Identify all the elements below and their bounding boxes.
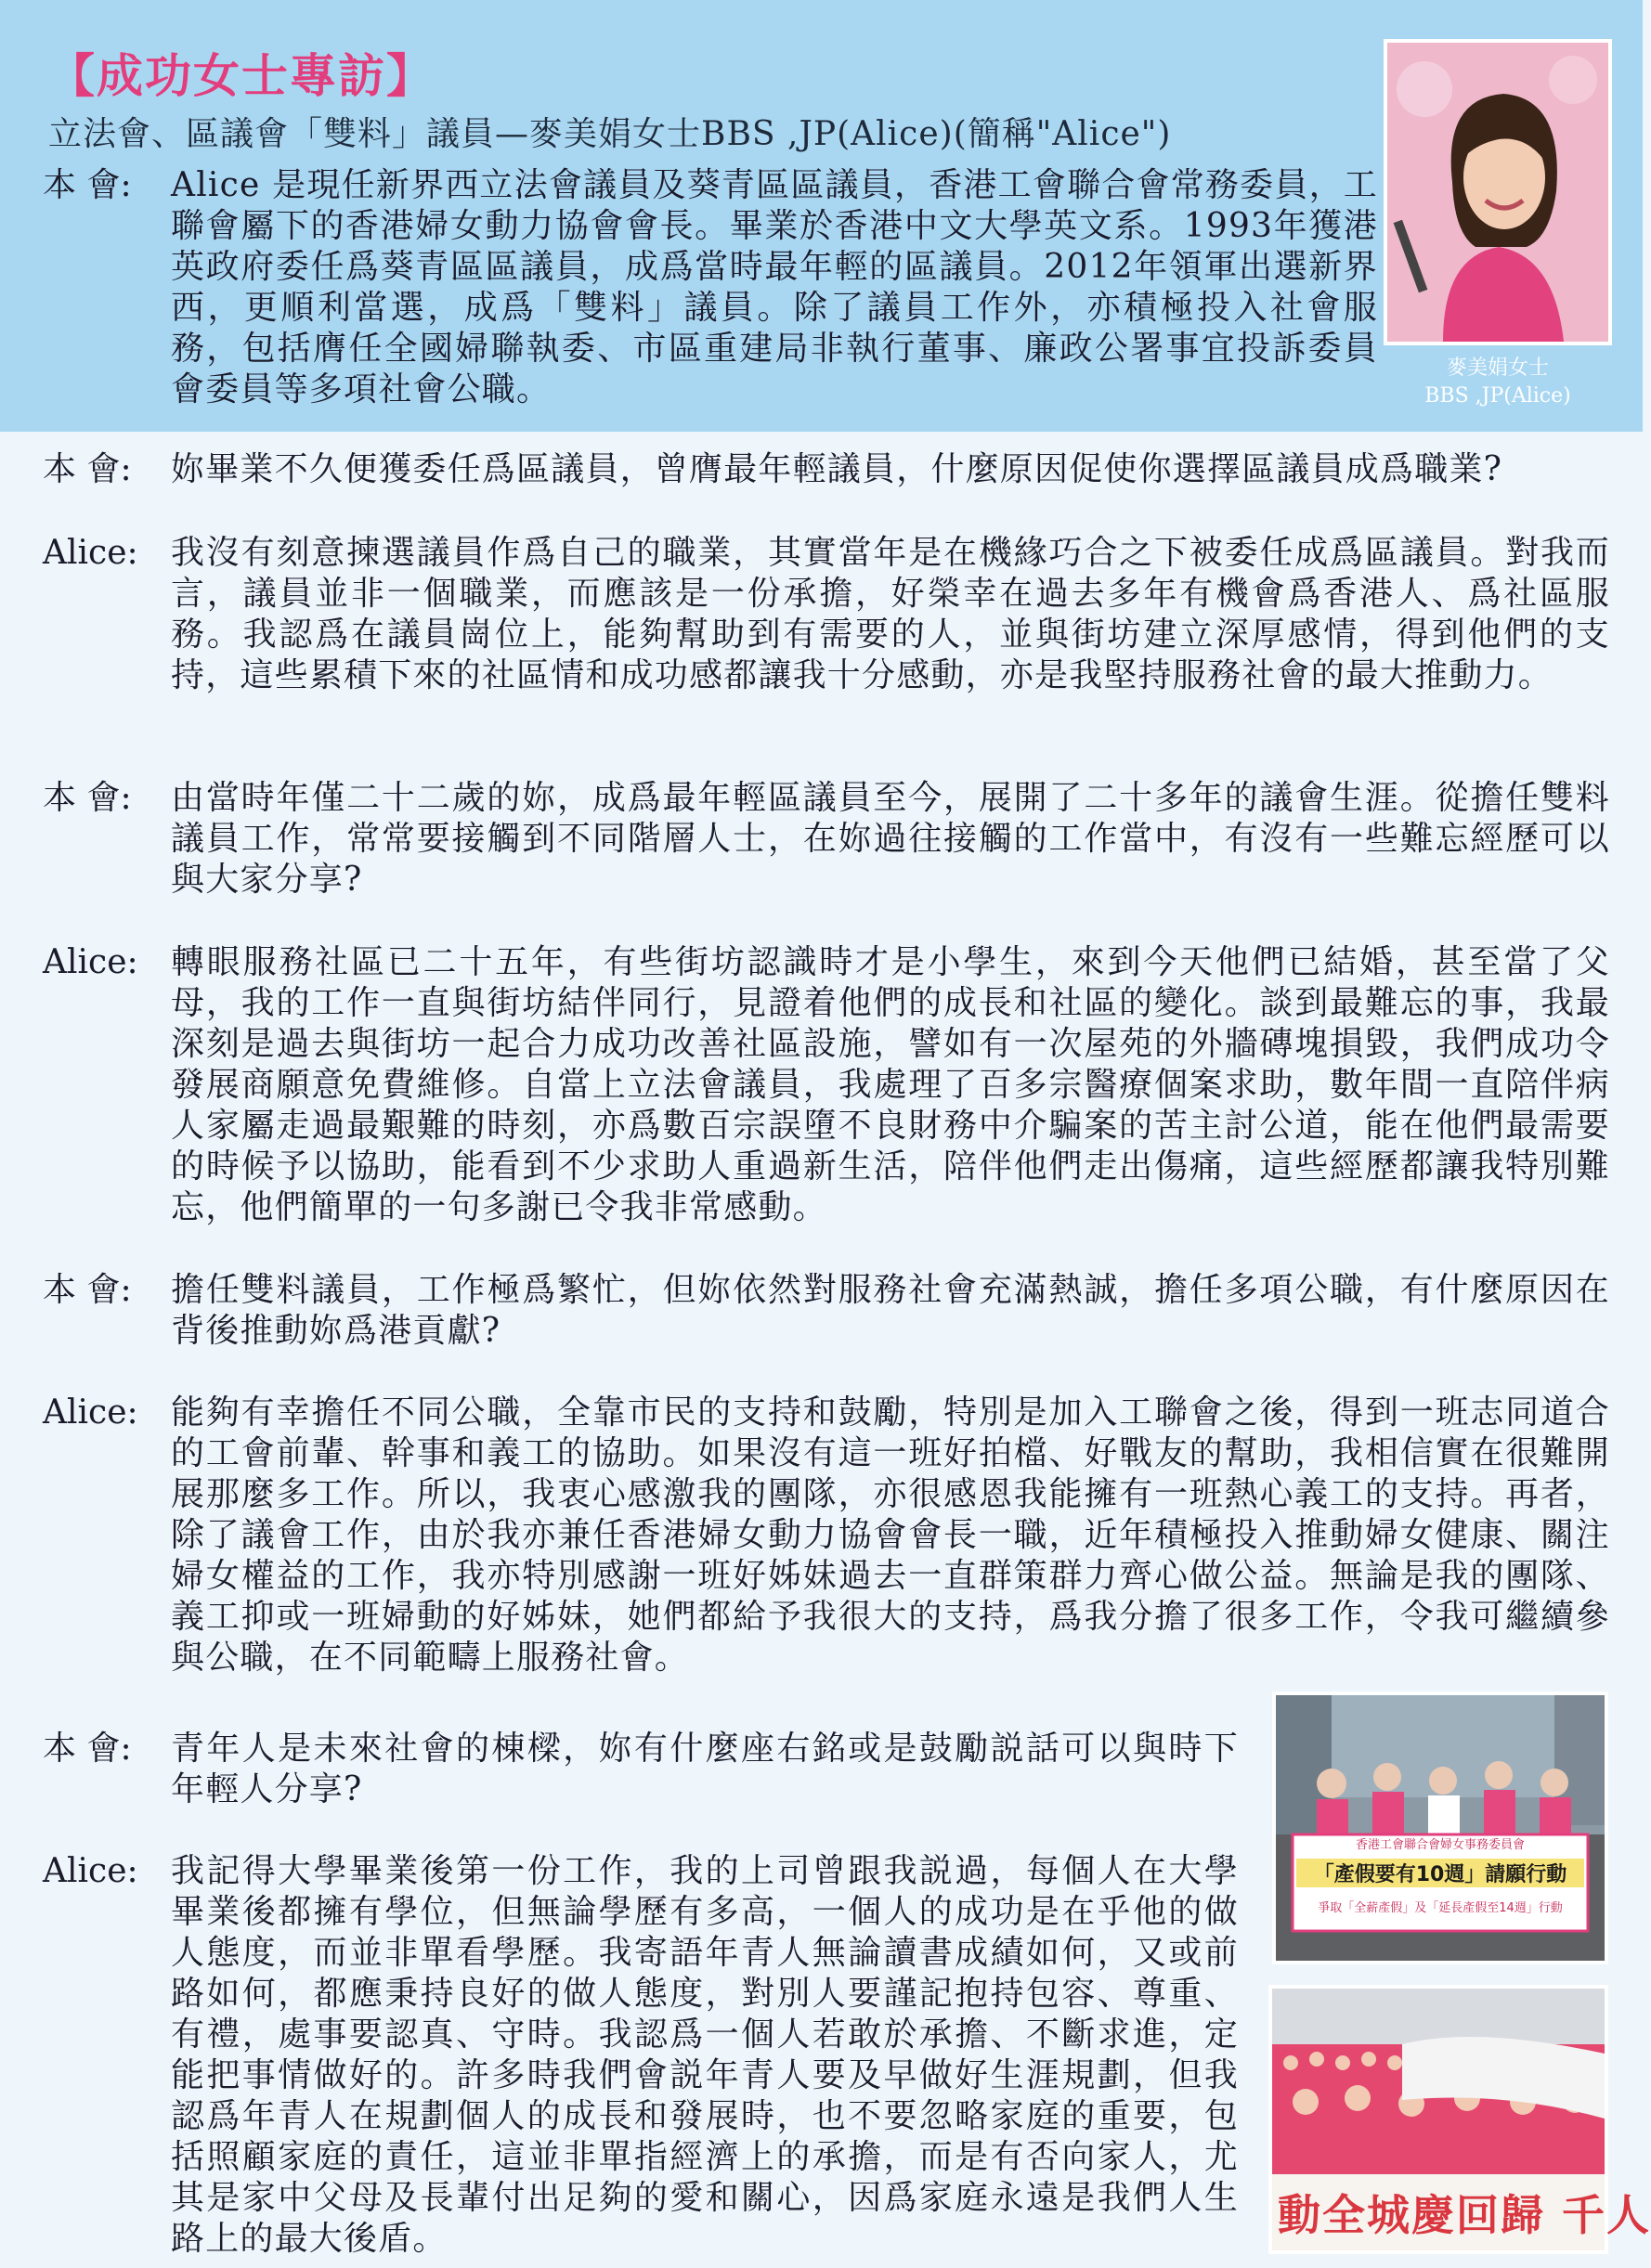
qa-answer-1 [43, 533, 1612, 696]
speaker-label: Alice: [43, 1393, 138, 1432]
protest-scene [1276, 1695, 1605, 1961]
qa-question-3 [43, 1270, 1612, 1352]
answer-text: 能夠有幸擔任不同公職，全靠市民的支持和鼓勵，特別是加入工聯會之後，得到一班志同道合的工會前輩、幹事和義工的協助。如果沒有這一班好拍檔、好戰友的幫助，我相信實在很難開展那麼多工作。所以，我衷心感激我的團隊，亦很感恩我能擁有一班熱心義工的支持。再者，除了議會工作，由於我亦兼任香港婦女動力協會會長一職，近年積極投入推動婦女健康、關注婦女權益的工作，我亦特別感謝一班好姊妹過去一直群策群力齊心做公益。無論是我的團隊、義工抑或一班婦動的好姊妹，她們都給予我很大的支持，爲我分擔了很多工作，令我可繼續參與公職，在不同範疇上服務社會。 [171, 1393, 1610, 1677]
portrait-caption-title: BBS ,JP(Alice) [1424, 384, 1571, 408]
portrait-caption [1384, 355, 1612, 410]
qa-question-4 [43, 1729, 1241, 1810]
question-text: 擔任雙料議員，工作極爲繁忙，但妳依然對服務社會充滿熱誠，擔任多項公職，有什麼原因在背後推動妳爲港貢獻? [171, 1271, 1610, 1350]
question-text: 青年人是未來社會的棟樑，妳有什麼座右銘或是鼓勵説話可以與時下年輕人分享? [171, 1730, 1239, 1808]
portrait-caption-name: 麥美娟女士 [1446, 356, 1549, 380]
speaker-label: 本 會: [43, 779, 132, 817]
page-title: 【成功女士專訪】 [48, 48, 435, 103]
speaker-label: 本 會: [43, 1730, 132, 1768]
portrait-photo [1384, 39, 1612, 345]
qa-answer-3 [43, 1393, 1612, 1678]
banner-sub-text: 爭取「全薪產假」及「延長產假至14週」行動 [1318, 1901, 1563, 1915]
speaker-label: Alice: [43, 534, 138, 572]
crowd-photo [1268, 1985, 1651, 2254]
speaker-label: 本 會: [43, 166, 132, 204]
qa-answer-2 [43, 942, 1612, 1228]
question-text: 妳畢業不久便獲委任爲區議員，曾膺最年輕議員，什麼原因促使你選擇區議員成爲職業? [171, 450, 1503, 488]
qa-question-2 [43, 778, 1612, 901]
qa-question-1 [43, 449, 1612, 490]
qa-intro [43, 165, 1380, 410]
protest-photo [1272, 1691, 1608, 1964]
speaker-label: Alice: [43, 1852, 138, 1890]
answer-text: 我記得大學畢業後第一份工作，我的上司曾跟我説過，每個人在大學畢業後都擁有學位，但無論學歷有多高，一個人的成功是在乎他的做人態度，而並非單看學歷。我寄語年青人無論讀書成績如何，又或前路如何，都應秉持良好的做人態度，對別人要謹記抱持包容、尊重、有禮，處事要認真、守時。我認爲一個人若敢於承擔、不斷求進，定能把事情做好的。許多時我們會説年青人要及早做好生涯規劃，但我認爲年青人在規劃個人的成長和發展時，也不要忽略家庭的重要，包括照顧家庭的責任，這並非單指經濟上的承擔，而是有否向家人，尤其是家中父母及長輩付出足夠的愛和關心，因爲家庭永遠是我們人生路上的最大後盾。 [171, 1852, 1239, 2258]
answer-text: 我沒有刻意揀選議員作爲自己的職業，其實當年是在機緣巧合之下被委任成爲區議員。對我而言，議員並非一個職業，而應該是一份承擔，好榮幸在過去多年有機會爲香港人、爲社區服務。我認爲在議員崗位上，能夠幫助到有需要的人，並與街坊建立深厚感情，得到他們的支持，這些累積下來的社區情和成功感都讓我十分感動，亦是我堅持服務社會的最大推動力。 [171, 534, 1610, 694]
qa-answer-4 [43, 1851, 1241, 2260]
portrait-illustration [1387, 43, 1608, 342]
question-text: 由當時年僅二十二歲的妳，成爲最年輕區議員至今，展開了二十多年的議會生涯。從擔任雙料議員工作，常常要接觸到不同階層人士，在妳過往接觸的工作當中，有沒有一些難忘經歷可以與大家分享? [171, 779, 1610, 899]
speaker-label: Alice: [43, 943, 138, 981]
answer-text: 轉眼服務社區已二十五年，有些街坊認識時才是小學生，來到今天他們已結婚，甚至當了父母，我的工作一直與街坊結伴同行，見證着他們的成長和社區的變化。談到最難忘的事，我最深刻是過去與街坊一起合力成功改善社區設施，譬如有一次屋苑的外牆磚塊損毀，我們成功令發展商願意免費維修。自當上立法會議員，我處理了百多宗醫療個案求助，數年間一直陪伴病人家屬走過最艱難的時刻，亦爲數百宗誤墮不良財務中介騙案的苦主討公道，能在他們最需要的時候予以協助，能看到不少求助人重過新生活，陪伴他們走出傷痛，這些經歷都讓我特別難忘，他們簡單的一句多謝已令我非常感動。 [171, 943, 1610, 1226]
page-subtitle: 立法會、區議會「雙料」議員—麥美娟女士BBS ,JP(Alice)(簡稱"Alice") [48, 115, 1172, 153]
banner-main-text: 「產假要有10週」請願行動 [1296, 1859, 1584, 1887]
intro-text: Alice 是現任新界西立法會議員及葵青區區議員，香港工會聯合會常務委員，工聯會屬下的香港婦女動力協會會長。畢業於香港中文大學英文系。1993年獲港英政府委任爲葵青區區議員，成爲當時最年輕的區議員。2012年領軍出選新界西，更順利當選，成爲「雙料」議員。除了議員工作外，亦積極投入社會服務，包括膺任全國婦聯執委、市區重建局非執行董事、廉政公署事宜投訴委員會委員等多項社會公職。 [171, 166, 1378, 408]
speaker-label: 本 會: [43, 450, 132, 488]
banner-org-text: 香港工會聯合會婦女事務委員會 [1355, 1838, 1525, 1852]
speaker-label: 本 會: [43, 1271, 132, 1309]
crowd-slogan: 動全城慶回歸 千人 [1278, 2190, 1651, 2240]
